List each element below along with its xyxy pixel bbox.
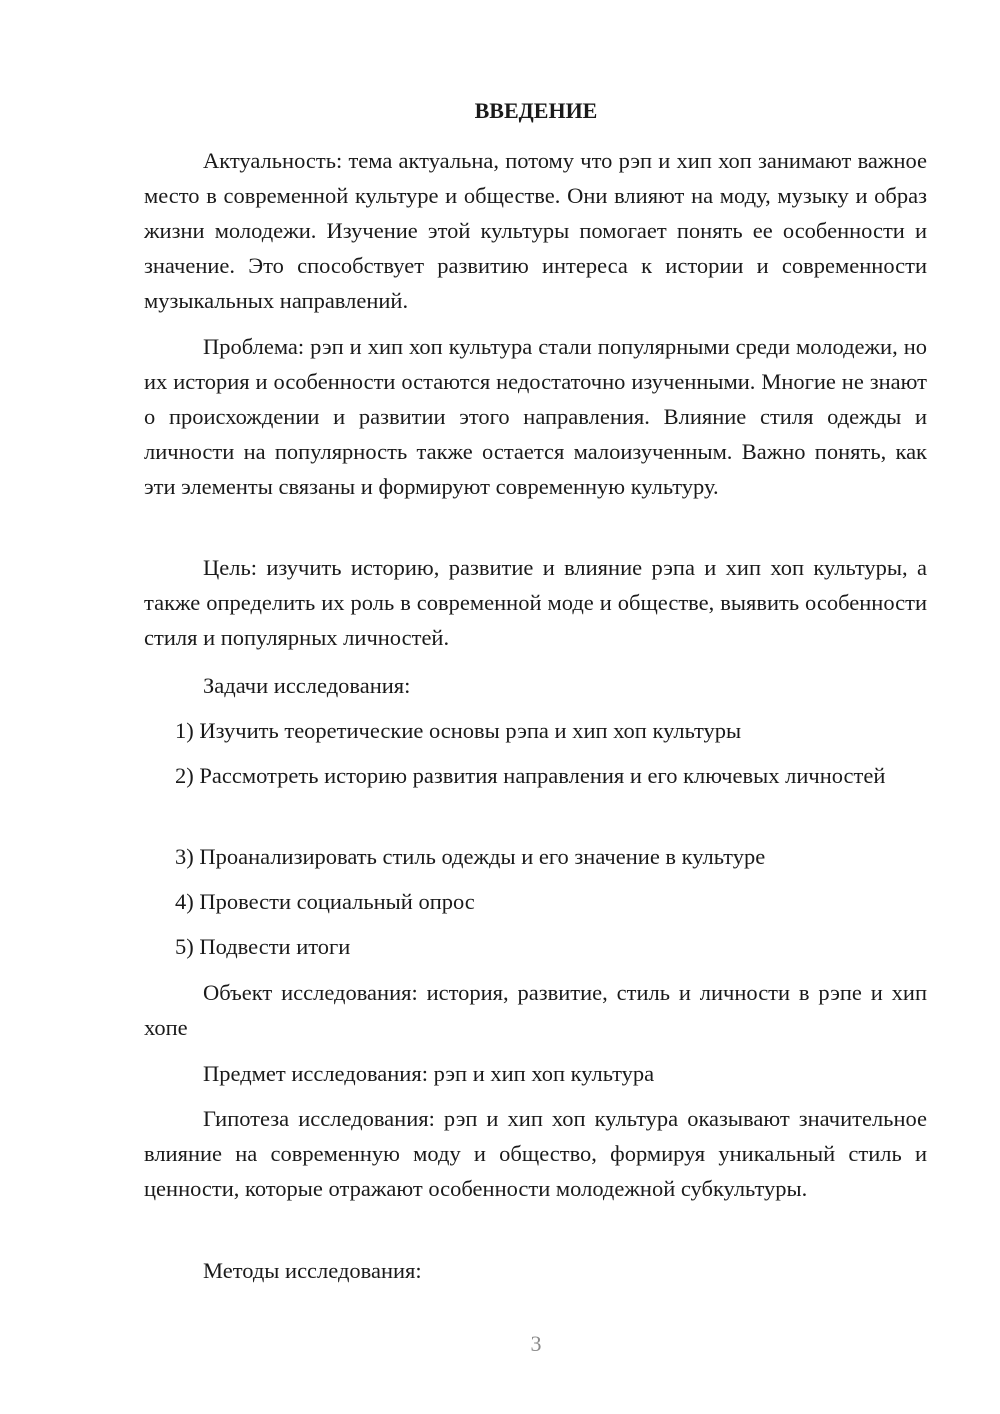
relevance-paragraph: Актуальность: тема актуальна, потому что рэп и хип хоп занимают важное место в современной культуре и обществе. Они влияют на моду, музыку и образ жизни молодежи. Изучение этой культуры помогает понять ее особенности и значение. Это способствует развитию интереса к истории и современности музыкальных направлений. (144, 148, 927, 313)
task-item-1: 1) Изучить теоретические основы рэпа и хип хоп культуры (175, 718, 742, 743)
object-paragraph: Объект исследования: история, развитие, стиль и личности в рэпе и хип хопе (144, 980, 927, 1040)
hypothesis-paragraph: Гипотеза исследования: рэп и хип хоп культура оказывают значительное влияние на современную моду и общество, формируя уникальный стиль и ценности, которые отражают особенности молодежной субкультуры. (144, 1106, 927, 1201)
methods-heading: Методы исследования: (203, 1258, 422, 1283)
task-item-4: 4) Провести социальный опрос (175, 889, 475, 914)
task-item-2: 2) Рассмотреть историю развития направления и его ключевых личностей (175, 763, 886, 788)
goal-paragraph: Цель: изучить историю, развитие и влияние рэпа и хип хоп культуры, а также определить их роль в современной моде и обществе, выявить особенности стиля и популярных личностей. (144, 555, 927, 650)
subject-paragraph: Предмет исследования: рэп и хип хоп культура (203, 1061, 655, 1086)
tasks-heading: Задачи исследования: (203, 673, 411, 698)
task-item-5: 5) Подвести итоги (175, 934, 351, 959)
problem-paragraph: Проблема: рэп и хип хоп культура стали популярными среди молодежи, но их история и особенности остаются недостаточно изученными. Многие не знают о происхождении и развитии этого направления. Влияние стиля одежды и личности на популярность также остается малоизученным. Важно понять, как эти элементы связаны и формируют современную культуру. (144, 334, 927, 499)
page-title: ВВЕДЕНИЕ (474, 98, 598, 123)
page-number: 3 (530, 1331, 542, 1356)
task-item-3: 3) Проанализировать стиль одежды и его значение в культуре (175, 844, 766, 869)
